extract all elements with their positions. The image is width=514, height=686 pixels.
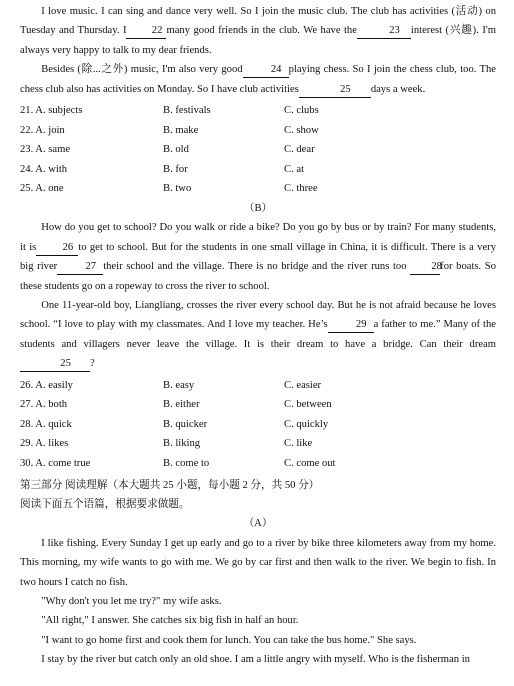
option-row <box>20 376 496 396</box>
blank-26: 26 <box>36 240 78 256</box>
option-c: C. quickly <box>284 418 329 430</box>
option-row <box>20 454 496 474</box>
option-b: B. for <box>163 163 188 175</box>
text-run: Besides (除...之外) music, I'm also very good <box>41 64 243 76</box>
option-a: 22. A. join <box>20 124 65 136</box>
reading-paragraph-4: "I want to go home first and cook them for lunch. You can take the bus home." She says. <box>41 634 417 646</box>
reading-paragraph-1: I like fishing. Every Sunday I get up early and go to a river by bike three kilometers away from my home. This morning, my wife wants to go with me. We go by car first and then walk to the river. We begin to fish. In two hours I catch no fish. <box>20 537 496 588</box>
text-run: How do you get to school? Do you walk or ride a bike? Do you go by bus or by train? For many students, it is <box>20 222 496 253</box>
blank-22: 22 <box>126 23 166 39</box>
part-three-heading: 第三部分 阅读理解（本大题共 25 小题，每小题 2 分，共 50 分） <box>20 479 320 491</box>
option-c: C. dear <box>284 144 315 156</box>
option-a: 29. A. likes <box>20 438 69 450</box>
text-run: for boats. So these students go on a ropeway to cross the river to school. <box>20 261 496 292</box>
option-row <box>20 434 496 454</box>
option-row <box>20 121 496 141</box>
part-three-instruction: 阅读下面五个语篇，根据要求做题。 <box>20 499 190 511</box>
text-run: interest (兴趣). I'm always very happy to talk to my dear friends. <box>20 25 496 56</box>
option-b: B. two <box>163 183 192 195</box>
blank-27: 27 <box>57 259 103 275</box>
option-b: B. easy <box>163 379 195 391</box>
reading-paragraph-3: "All right," I answer. She catches six big fish in half an hour. <box>41 615 299 627</box>
blank-25: 25 <box>299 82 371 98</box>
option-c: C. between <box>284 399 332 411</box>
blank-24: 24 <box>243 62 289 78</box>
passage-b-paragraph-1 <box>20 218 496 296</box>
option-a: 24. A. with <box>20 163 68 175</box>
text-run: ? <box>90 358 95 370</box>
blank-29: 29 <box>328 317 374 333</box>
option-a: 26. A. easily <box>20 379 73 391</box>
reading-paragraph-2: "Why don't you let me try?" my wife asks. <box>41 596 222 608</box>
section-b-label: （B） <box>243 203 273 214</box>
option-row <box>20 140 496 160</box>
text-run: playing chess. So I join the chess club, too. The chess club also has activities on Monday. So I have club activities <box>20 64 496 95</box>
text-run: I love music. I can sing and dance very well. So I join the music club. The club has activities (活动) on Tuesday and Thursday. I <box>20 6 496 37</box>
option-a: 21. A. subjects <box>20 105 83 117</box>
passage-b-paragraph-2 <box>20 296 496 374</box>
option-a: 27. A. both <box>20 399 68 411</box>
option-c: C. easier <box>284 379 322 391</box>
option-c: C. clubs <box>284 105 319 117</box>
option-row <box>20 179 496 199</box>
text-run: One 11-year-old boy, Liangliang, crosses the river every school day. But he is not afraid because he loves school. “I love to play with my classmates. And I love my teacher. He’s <box>20 300 496 331</box>
text-run: days a week. <box>370 83 426 95</box>
text-run: to get to school. But for the students in one small village in China, it is difficult. There is a very big river <box>20 241 496 273</box>
blank-28: 28 <box>410 259 440 275</box>
option-c: C. at <box>284 163 305 175</box>
text-run: a father to me.” Many of the students and villagers never leave the village. It is their dream to have a bridge. Can their dream <box>20 319 497 350</box>
reading-paragraph-5: I stay by the river but catch only an old shoe. I am a little angry with myself. Who is the fisherman in <box>41 654 470 666</box>
exam-page <box>20 2 496 670</box>
option-row <box>20 160 496 180</box>
option-c: C. come out <box>284 458 336 470</box>
option-row <box>20 415 496 435</box>
option-b: B. liking <box>163 438 201 450</box>
option-a: 23. A. same <box>20 144 71 156</box>
options-block-1 <box>20 101 496 199</box>
option-a: 25. A. one <box>20 183 64 195</box>
passage-a-paragraph-1 <box>20 2 496 60</box>
option-row <box>20 395 496 415</box>
option-b: B. festivals <box>163 105 211 117</box>
option-c: C. show <box>284 124 319 136</box>
blank-30: 25 <box>20 356 90 372</box>
option-a: 28. A. quick <box>20 418 72 430</box>
option-b: B. quicker <box>163 418 208 430</box>
option-b: B. old <box>163 144 189 156</box>
option-c: C. like <box>284 438 313 450</box>
passage-a-paragraph-2 <box>20 60 496 99</box>
text-run: many good friends in the club. We have the <box>166 25 357 37</box>
options-block-2 <box>20 376 496 474</box>
section-a-label: （A） <box>243 518 273 530</box>
blank-23: 23 <box>357 23 411 39</box>
option-b: B. either <box>163 399 200 411</box>
option-row <box>20 101 496 121</box>
option-a: 30. A. come true <box>20 458 91 470</box>
option-b: B. come to <box>163 458 210 470</box>
option-c: C. three <box>284 183 318 195</box>
option-b: B. make <box>163 124 199 136</box>
text-run: their school and the village. There is no bridge and the river runs too <box>103 261 407 273</box>
